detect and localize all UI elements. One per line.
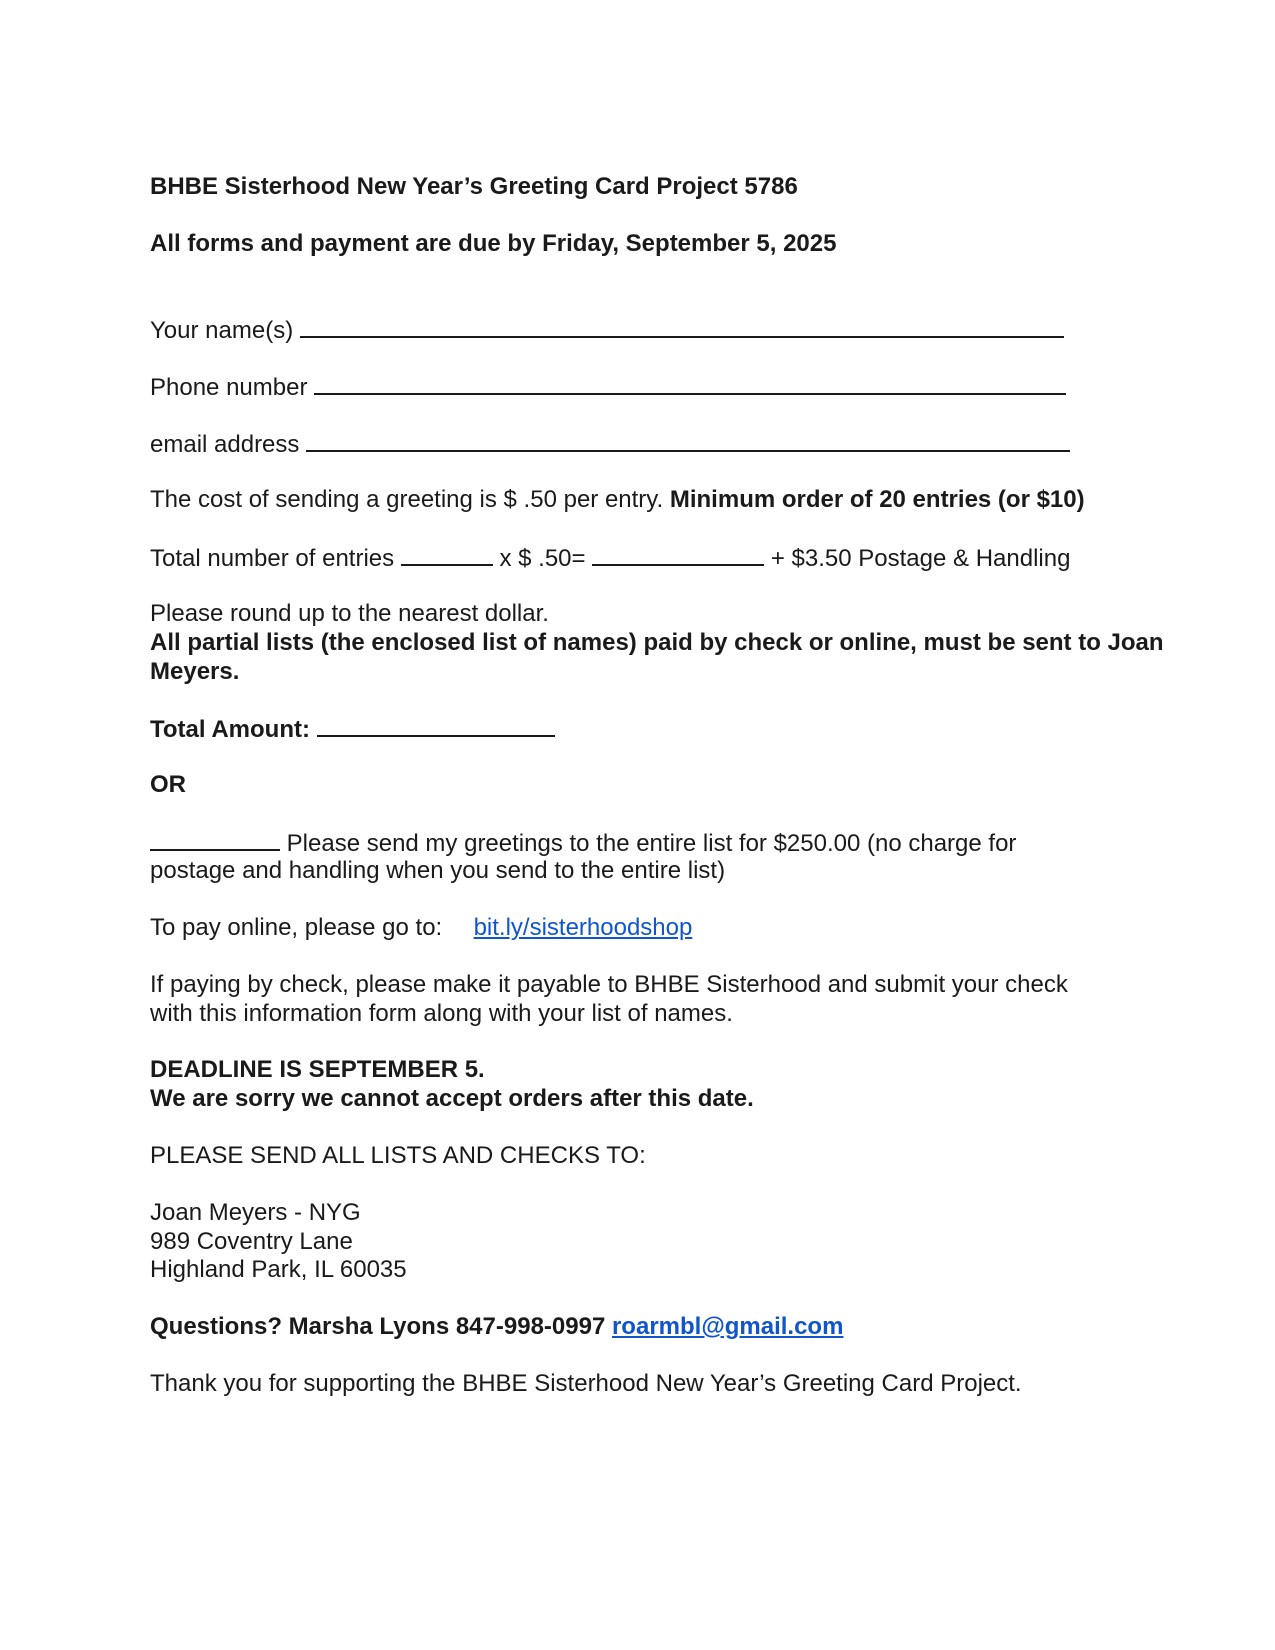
entries-input-line[interactable] xyxy=(401,542,493,566)
name-field-row xyxy=(150,314,1064,346)
check-note-line2: with this information form along with your list of names. xyxy=(150,1000,733,1027)
email-label: email address xyxy=(150,431,300,458)
online-payment-row xyxy=(150,913,692,943)
address-street: 989 Coventry Lane xyxy=(150,1228,353,1255)
online-label: To pay online, please go to: xyxy=(150,914,443,941)
name-input-line[interactable] xyxy=(300,314,1064,338)
send-to-label: PLEASE SEND ALL LISTS AND CHECKS TO: xyxy=(150,1142,646,1169)
subtotal-input-line[interactable] xyxy=(592,542,764,566)
total-entries-row xyxy=(150,542,1070,574)
name-label: Your name(s) xyxy=(150,317,294,344)
address-city: Highland Park, IL 60035 xyxy=(150,1256,407,1283)
minimum-order: Minimum order of 20 entries (or $10) xyxy=(669,486,1085,513)
entire-list-text-line1: Please send my greetings to the entire list for $250.00 (no charge for xyxy=(286,830,1017,857)
entire-list-text-line2: postage and handling when you send to the entire list) xyxy=(150,857,726,884)
questions-email-link[interactable]: roarmbl@gmail.com xyxy=(611,1313,844,1340)
total-amount-row xyxy=(150,713,555,745)
phone-input-line[interactable] xyxy=(314,371,1066,395)
partial-lists-note-line2: Meyers. xyxy=(150,658,240,685)
questions-row xyxy=(150,1312,843,1342)
due-notice: All forms and payment are due by Friday, September 5, 2025 xyxy=(150,230,837,257)
check-note-line1: If paying by check, please make it payable to BHBE Sisterhood and submit your check xyxy=(150,971,1068,998)
email-input-line[interactable] xyxy=(306,428,1070,452)
cost-row xyxy=(150,485,1085,515)
total-amount-input-line[interactable] xyxy=(317,713,555,737)
entire-list-input-line[interactable] xyxy=(150,827,280,851)
cost-text: The cost of sending a greeting is $ .50 per entry. xyxy=(150,486,664,513)
or-label: OR xyxy=(150,771,186,798)
multiplier-text: x $ .50= xyxy=(499,545,586,572)
entries-label: Total number of entries xyxy=(150,545,395,572)
phone-field-row xyxy=(150,371,1066,403)
deadline-line2: We are sorry we cannot accept orders after this date. xyxy=(150,1085,754,1112)
phone-label: Phone number xyxy=(150,374,308,401)
total-amount-label: Total Amount: xyxy=(150,716,310,743)
deadline-line1: DEADLINE IS SEPTEMBER 5. xyxy=(150,1056,485,1083)
email-field-row xyxy=(150,428,1070,460)
round-note: Please round up to the nearest dollar. xyxy=(150,600,549,627)
entire-list-row xyxy=(150,827,1016,859)
partial-lists-note-line1: All partial lists (the enclosed list of names) paid by check or online, must be sent to Joan xyxy=(150,629,1164,656)
postage-text: + $3.50 Postage & Handling xyxy=(770,545,1071,572)
document-title: BHBE Sisterhood New Year’s Greeting Card Project 5786 xyxy=(150,173,798,200)
thank-you-text: Thank you for supporting the BHBE Sisterhood New Year’s Greeting Card Project. xyxy=(150,1370,1022,1397)
address-name: Joan Meyers - NYG xyxy=(150,1199,361,1226)
questions-text: Questions? Marsha Lyons 847-998-0997 xyxy=(150,1313,606,1340)
online-payment-link[interactable]: bit.ly/sisterhoodshop xyxy=(473,914,693,941)
